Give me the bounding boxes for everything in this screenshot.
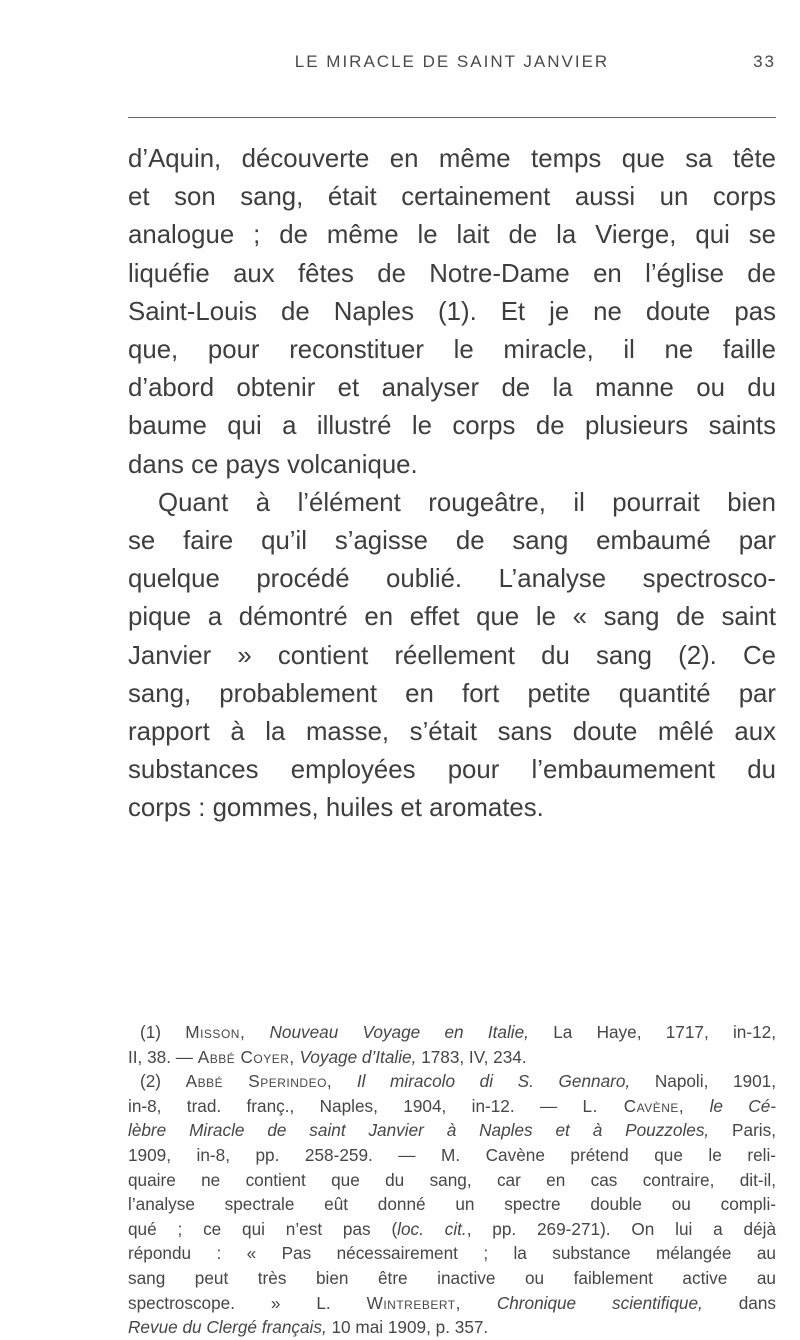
footnote-marker: (2) xyxy=(140,1071,162,1092)
text-line: pique a démontré en effet que le « sang de saint xyxy=(128,603,776,632)
text-line: d’abord obtenir et analyser de la manne ou du xyxy=(128,374,776,403)
text-line: d’Aquin, découverte en même temps que sa tête xyxy=(128,145,776,173)
footnote-2-line-4: 1909, in-8, pp. 258-259. — M. Cavène prétend que le reli- xyxy=(128,1144,776,1165)
text-line: Janvier » contient réellement du sang (2). Ce xyxy=(128,641,776,670)
footnote-author: Wintrebert, xyxy=(366,1292,461,1313)
footnotes xyxy=(128,1020,776,1340)
footnote-text: spectroscope. » L. xyxy=(128,1292,367,1313)
text-line: Saint-Louis de Naples (1). Et je ne doute pas xyxy=(128,297,776,326)
footnote-title: loc. cit. xyxy=(397,1218,467,1239)
footnote-author: Misson, xyxy=(185,1022,246,1042)
text-line: sang, probablement en fort petite quantité par xyxy=(128,679,776,708)
footnote-text: Napoli, 1901, xyxy=(654,1071,776,1092)
text-line: analogue ; de même le lait de la Vierge, qui se xyxy=(128,221,776,250)
footnote-title: Voyage d’Italie, xyxy=(299,1046,417,1067)
footnote-author: L. Cavène, xyxy=(582,1095,685,1116)
text-line: substances employées pour l’embaumement du xyxy=(128,756,776,785)
text-line: se faire qu’il s’agisse de sang embaumé par xyxy=(128,527,776,556)
footnote-2-line-8: répondu : « Pas nécessairement ; la substance mélangée au xyxy=(128,1243,776,1264)
footnote-text: 10 mai 1909, p. 357. xyxy=(331,1317,489,1338)
footnote-2-line-11 xyxy=(128,1315,776,1340)
footnote-title: Chronique scientifique, xyxy=(496,1292,703,1313)
footnote-1-line-2 xyxy=(128,1045,776,1070)
footnote-text: Paris, xyxy=(732,1120,776,1141)
footnote-text: in-8, trad. franç., Naples, 1904, in-12. — xyxy=(128,1095,583,1116)
footnote-1-line-1 xyxy=(128,1020,776,1045)
text-line: que, pour reconstituer le miracle, il ne faille xyxy=(128,336,776,365)
text-line: corps : gommes, huiles et aromates. xyxy=(128,794,544,823)
text-line: et son sang, était certainement aussi un corps xyxy=(128,183,776,212)
footnote-title: Il miracolo di S. Gennaro, xyxy=(356,1071,631,1092)
text-line: quelque procédé oublié. L’analyse spectrosco- xyxy=(128,565,776,594)
footnote-marker: (1) xyxy=(140,1022,162,1042)
text-line: rapport à la masse, s’était sans doute mêlé aux xyxy=(128,718,776,747)
text-line: dans ce pays volcanique. xyxy=(128,450,418,479)
footnote-2-line-7 xyxy=(128,1217,776,1242)
footnote-2-line-5: quaire ne contient que du sang, car en cas contraire, dit-il, xyxy=(128,1169,776,1190)
footnote-text: La Haye, 1717, in-12, xyxy=(553,1022,776,1042)
running-title: LE MIRACLE DE SAINT JANVIER xyxy=(294,52,610,71)
footnote-author: Abbé Sperindeo, xyxy=(185,1071,333,1092)
footnote-2-line-9: sang peut très bien être inactive ou faiblement active au xyxy=(128,1267,776,1288)
footnote-2-line-1 xyxy=(128,1069,776,1094)
footnote-title: le Cé- xyxy=(709,1095,776,1116)
footnote-author: Abbé Coyer, xyxy=(197,1046,295,1067)
header-rule xyxy=(128,117,776,118)
page-header xyxy=(128,52,776,76)
footnote-title: Nouveau Voyage en Italie, xyxy=(269,1022,529,1042)
footnote-text: , pp. 269-271). On lui a déjà xyxy=(466,1218,777,1239)
footnote-text: dans xyxy=(738,1292,776,1313)
footnote-text: II, 38. — xyxy=(128,1046,198,1067)
page-number: 33 xyxy=(753,52,776,71)
text-line: baume qui a illustré le corps de plusieurs saints xyxy=(128,412,776,441)
footnote-title: Revue du Clergé français, xyxy=(128,1317,327,1338)
footnote-2-line-10 xyxy=(128,1291,776,1316)
text-line: Quant à l’élément rougeâtre, il pourrait bien xyxy=(158,488,776,517)
text-line: liquéfie aux fêtes de Notre-Dame en l’église de xyxy=(128,259,776,288)
footnote-2-line-2 xyxy=(128,1094,776,1119)
main-text xyxy=(128,140,776,828)
footnote-title: lèbre Miracle de saint Janvier à Naples et à Pouzzoles, xyxy=(128,1120,710,1141)
footnote-text: 1783, IV, 234. xyxy=(421,1046,527,1067)
footnote-2-line-3 xyxy=(128,1118,776,1143)
footnote-2-line-6: l’analyse spectrale eût donné un spectre double ou compli- xyxy=(128,1194,776,1215)
footnote-text: qué ; ce qui n’est pas ( xyxy=(128,1218,398,1239)
